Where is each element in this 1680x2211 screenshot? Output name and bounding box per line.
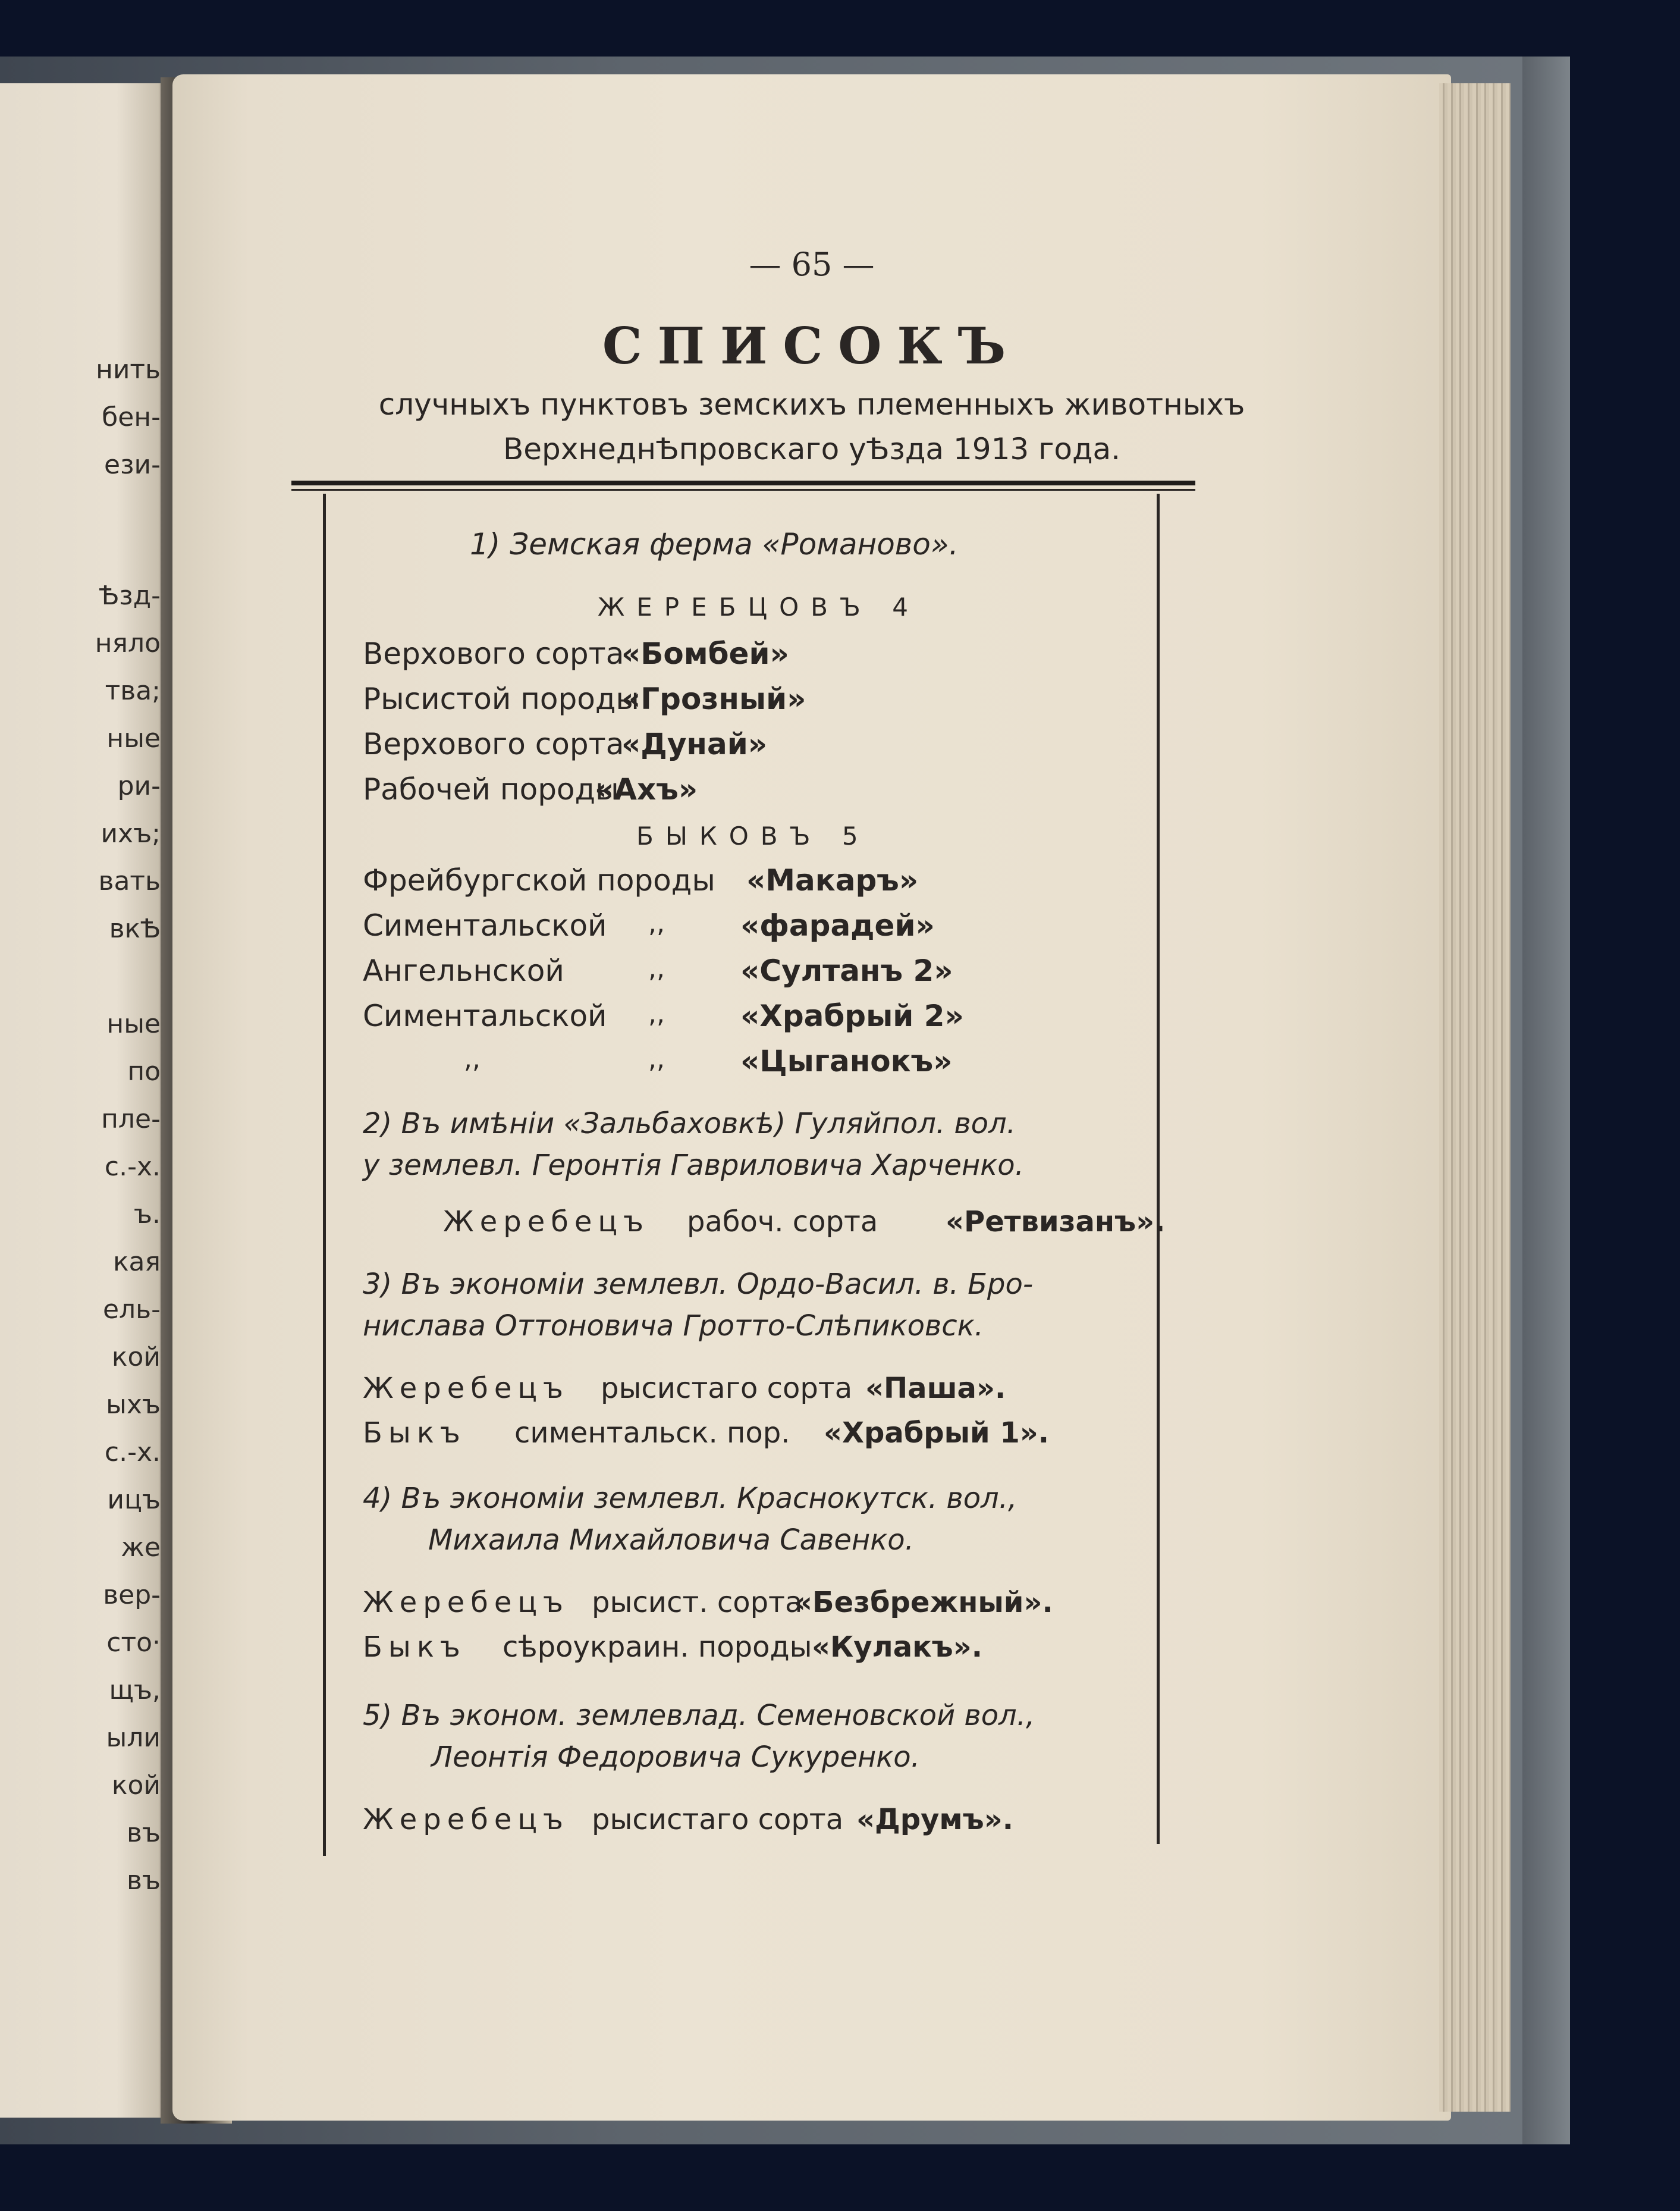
left-fragment: няло: [95, 628, 161, 658]
entry-label: Жеребецъ: [363, 1803, 569, 1836]
left-fragment: пле-: [101, 1104, 161, 1134]
subtitle-line-2: ВерхнеднѢпровскаго уѢзда 1913 года.: [503, 432, 1121, 466]
ditto-mark: ,,: [648, 908, 665, 939]
bull-name: «Цыганокъ»: [740, 1044, 953, 1078]
left-fragment: вер-: [103, 1580, 161, 1610]
entry-label: Жеребецъ: [443, 1205, 649, 1238]
entry-name: «Храбрый 1».: [824, 1416, 1050, 1450]
ditto-mark: ,,: [648, 1044, 665, 1074]
page-title: СПИСОКЪ: [602, 316, 1022, 375]
entry-name: «Ретвизанъ».: [946, 1205, 1166, 1238]
left-fragment: ные: [106, 723, 161, 754]
left-fragment: ъ.: [133, 1199, 161, 1230]
section-4-heading-line-2: Михаила Михайловича Савенко.: [428, 1523, 914, 1557]
stallions-title: ЖЕРЕБЦОВЪ 4: [598, 592, 920, 622]
bull-breed: Фрейбургской породы: [363, 863, 715, 898]
entry-text: рысистаго сорта: [592, 1803, 844, 1836]
left-fragment: ези-: [104, 450, 161, 480]
left-fragment: вкѢ: [109, 914, 161, 944]
entry-name: «Кулакъ».: [812, 1630, 982, 1664]
bull-name: «Храбрый 2»: [740, 999, 964, 1033]
left-fragment: с.-х.: [104, 1152, 161, 1182]
left-fragment: же: [121, 1532, 161, 1563]
left-fragment: кая: [112, 1247, 161, 1277]
stallion-breed: Верхового сорта: [363, 727, 624, 761]
header-rule-thin: [291, 489, 1195, 491]
section-3-heading-line-1: 3) Въ экономіи землевл. Ордо-Васил. в. Бро-: [363, 1268, 1034, 1301]
entry-text: сѣроукраин. породы: [503, 1630, 812, 1664]
left-fragment: ыхъ: [106, 1390, 161, 1420]
left-fragment: кой: [111, 1770, 161, 1801]
bull-breed: Симентальской: [363, 999, 607, 1033]
left-fragment: по: [127, 1056, 161, 1087]
page-number: — 65 —: [749, 246, 875, 283]
left-fragment: ихъ;: [101, 818, 161, 849]
left-fragment: ыли: [106, 1723, 161, 1753]
left-fragment: сто·: [106, 1627, 161, 1658]
left-fragment: Ѣзд-: [99, 581, 161, 611]
left-fragment: ные: [106, 1009, 161, 1039]
stallion-breed: Рысистой породы: [363, 682, 639, 716]
bulls-title: БЫКОВЪ 5: [636, 821, 870, 851]
section-2-heading-line-1: 2) Въ имѣніи «Зальбаховкѣ) Гуляйпол. вол.: [363, 1107, 1016, 1140]
left-fragment: нить: [96, 355, 161, 385]
page-edges: [1439, 83, 1511, 2112]
ditto-mark: ,,: [464, 1044, 481, 1074]
left-fragment: въ: [126, 1818, 161, 1848]
left-fragment: вать: [98, 866, 161, 896]
entry-name: «Безбрежный».: [794, 1586, 1053, 1619]
bull-name: «фарадей»: [740, 908, 935, 943]
left-fragment: ицъ: [107, 1485, 161, 1515]
ditto-mark: ,,: [648, 954, 665, 984]
subtitle-line-1: случныхъ пунктовъ земскихъ племенныхъ животныхъ: [378, 387, 1245, 422]
entry-label: Жеребецъ: [363, 1372, 569, 1405]
left-fragment: тва;: [105, 676, 161, 706]
entry-name: «Паша».: [865, 1372, 1006, 1405]
entry-label: Жеребецъ: [363, 1586, 569, 1619]
stallion-name: «Дунай»: [621, 727, 768, 761]
entry-text: рысистаго сорта: [601, 1372, 853, 1405]
bull-name: «Макаръ»: [746, 863, 919, 898]
section-1-heading: 1) Земская ферма «Романово».: [470, 527, 959, 562]
stallion-name: «Грозный»: [621, 682, 806, 716]
section-2-heading-line-2: у землевл. Геронтія Гавриловича Харченко.: [363, 1149, 1024, 1182]
entry-label: Быкъ: [363, 1416, 466, 1450]
column-border-left: [323, 494, 326, 1856]
entry-name: «Друмъ».: [856, 1803, 1013, 1836]
bull-breed: Симентальской: [363, 908, 607, 943]
stallion-name: «Бомбей»: [621, 636, 789, 671]
section-5-heading-line-2: Леонтія Федоровича Сукуренко.: [431, 1740, 920, 1774]
entry-text: рабоч. сорта: [687, 1205, 878, 1238]
left-page: [0, 83, 167, 2118]
section-5-heading-line-1: 5) Въ эконом. землевлад. Семеновской вол.,: [363, 1699, 1035, 1732]
left-fragment: щъ,: [109, 1675, 161, 1705]
left-fragment: с.-х.: [104, 1437, 161, 1467]
bull-breed: Ангельнской: [363, 954, 564, 988]
section-4-heading-line-1: 4) Въ экономіи землевл. Краснокутск. вол.,: [363, 1482, 1018, 1515]
left-fragment: въ: [126, 1865, 161, 1896]
header-rule: [291, 481, 1195, 485]
bull-name: «Султанъ 2»: [740, 954, 953, 988]
stallion-breed: Рабочей породы: [363, 772, 619, 807]
left-fragment: кой: [111, 1342, 161, 1372]
ditto-mark: ,,: [648, 999, 665, 1029]
stallion-breed: Верхового сорта: [363, 636, 624, 671]
left-fragment: ри-: [117, 771, 161, 801]
book-cover-edge: [1522, 57, 1570, 2144]
entry-text: рысист. сорта: [592, 1586, 803, 1619]
entry-label: Быкъ: [363, 1630, 466, 1664]
left-fragment: бен-: [102, 402, 161, 432]
section-3-heading-line-2: нислава Оттоновича Гротто-Слѣпиковск.: [363, 1309, 984, 1343]
stallion-name: «Ахъ»: [595, 772, 698, 807]
left-fragment: ель-: [102, 1294, 161, 1325]
entry-text: симентальск. пор.: [514, 1416, 790, 1450]
column-border-right: [1157, 494, 1160, 1844]
